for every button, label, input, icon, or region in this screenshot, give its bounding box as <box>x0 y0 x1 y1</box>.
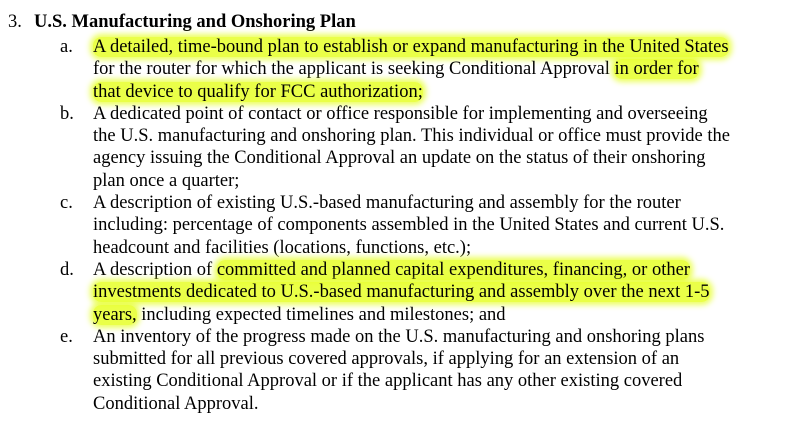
list-item-text: existing Conditional Approval or if the applicant has any other existing covered <box>93 371 683 392</box>
list-item <box>60 192 780 259</box>
section-number: 3. <box>8 12 22 32</box>
list-item-letter: d. <box>60 260 74 280</box>
list-item-line <box>93 58 780 80</box>
list-item <box>60 259 780 326</box>
list-item-text: headcount and facilities (locations, functions, etc.); <box>93 237 472 258</box>
list-item-line <box>93 326 780 348</box>
list-item-line <box>93 103 780 125</box>
list-item-text: the U.S. manufacturing and onshoring plan. This individual or office must provide the <box>93 126 730 147</box>
highlighted-text: committed and planned capital expenditures, financing, or other <box>216 260 690 280</box>
list-item-text: A dedicated point of contact or office responsible for implementing and overseeing <box>93 103 708 124</box>
list-item-text: submitted for all previous covered approvals, if applying for an extension of an <box>93 349 680 370</box>
list-item <box>60 326 780 415</box>
list-item-letter: e. <box>60 326 73 347</box>
list-item-line <box>93 125 780 147</box>
list-item-letter: a. <box>60 37 73 57</box>
list-item-text: Conditional Approval. <box>93 393 259 414</box>
list-item-line <box>93 192 780 214</box>
list-item-line <box>93 393 780 415</box>
list-item-text: including expected timelines and milestones; and <box>136 304 506 325</box>
list-item-text: An inventory of the progress made on the U.S. manufacturing and onshoring plans <box>93 326 705 347</box>
list-item-text: for the router for which the applicant is seeking Conditional Approval <box>93 59 615 80</box>
list-item-line <box>93 348 780 370</box>
list-item <box>60 103 780 192</box>
list-item-line <box>93 259 780 281</box>
highlighted-text: A detailed, time-bound plan to establish or expand manufacturing in the United States <box>93 37 729 57</box>
list-item-letter: c. <box>60 193 73 214</box>
list-item-text: agency issuing the Conditional Approval an update on the status of their onshoring <box>93 148 706 169</box>
list-item-text: plan once a quarter; <box>93 170 240 191</box>
list-item-line <box>93 370 780 392</box>
highlighted-text: in order for <box>614 59 699 80</box>
list-item-line <box>93 81 780 103</box>
list-item <box>60 36 780 103</box>
highlighted-text: that device to qualify for FCC authorization; <box>93 81 423 102</box>
section-title: U.S. Manufacturing and Onshoring Plan <box>34 12 356 32</box>
list-item-text: A description of existing U.S.-based manufacturing and assembly for the router <box>93 193 681 214</box>
list-item-letter: b. <box>60 103 74 124</box>
list-item-line <box>93 281 780 303</box>
list-item-line <box>93 36 780 58</box>
list-item-text: A description of <box>93 260 217 280</box>
list-item-line <box>93 170 780 192</box>
list-item-text: including: percentage of components assembled in the United States and current U.S. <box>93 215 725 236</box>
highlighted-text: investments dedicated to U.S.-based manufacturing and assembly over the next 1-5 <box>93 282 710 303</box>
highlighted-text: years, <box>93 304 137 325</box>
list-item-line <box>93 237 780 259</box>
list-item-line <box>93 214 780 236</box>
list-item-line <box>93 147 780 169</box>
section-heading <box>8 11 356 33</box>
list-item-line <box>93 304 780 326</box>
